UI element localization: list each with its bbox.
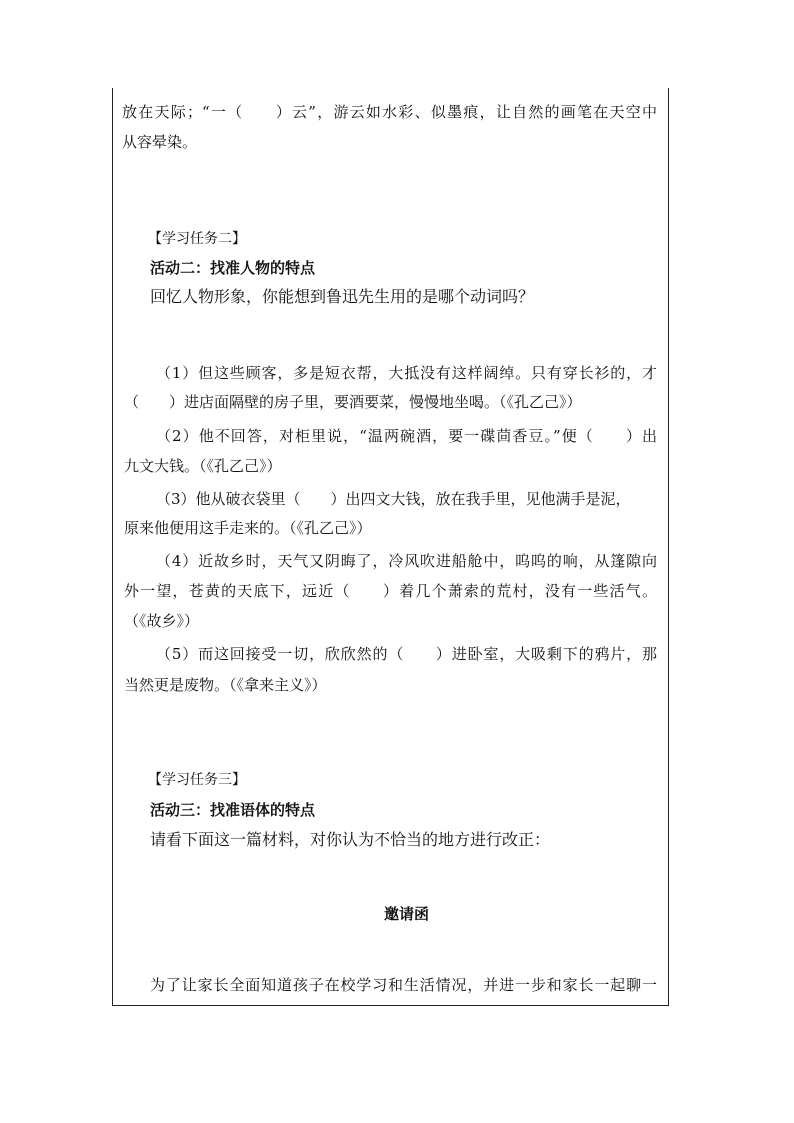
exercise-line: （1）但这些顾客，多是短衣帮，大抵没有这样阔绰。只有穿长衫的，才 <box>156 364 657 382</box>
paragraph-line: 从容晕染。 <box>122 133 198 151</box>
task-heading: 【学习任务二】 <box>148 231 246 247</box>
exercise-line: 原来他便用这手走来的。（《孔乙己》） <box>124 519 372 537</box>
letter-title: 邀请函 <box>384 905 430 923</box>
exercise-line: （4）近故乡时，天气又阴晦了，冷风吹进船舱中，呜呜的响，从篷隙向 <box>156 552 657 570</box>
task-heading: 【学习任务三】 <box>148 772 246 788</box>
exercise-line: （ ）进店面隔壁的房子里，要酒要菜，慢慢地坐喝。（《孔乙己》） <box>124 393 582 411</box>
exercise-line: （5）而这回接受一切，欣欣然的（ ）进卧室，大吸剩下的鸦片，那 <box>156 645 657 663</box>
exercise-line: 外一望，苍黄的天底下，远近（ ）着几个萧索的荒村，没有一些活气。 <box>124 582 657 600</box>
exercise-line: （2）他不回答，对柜里说，“温两碗酒，要一碟茴香豆。”便（ ）出 <box>156 427 657 445</box>
prompt-text: 请看下面这一篇材料，对你认为不恰当的地方进行改正： <box>150 830 551 849</box>
paragraph-line: 放在天际；“一（ ）云”，游云如水彩、似墨痕，让自然的画笔在天空中 <box>122 103 657 121</box>
letter-body-line: 为了让家长全面知道孩子在校学习和生活情况，并进一步和家长一起聊一 <box>150 976 657 994</box>
exercise-line: （3）他从破衣袋里（ ）出四文大钱，放在我手里，见他满手是泥， <box>156 490 631 508</box>
prompt-text: 回忆人物形象，你能想到鲁迅先生用的是哪个动词吗？ <box>150 287 535 306</box>
activity-heading: 活动二：找准人物的特点 <box>150 259 316 277</box>
activity-heading: 活动三：找准语体的特点 <box>150 801 316 819</box>
content-table-cell <box>112 88 669 1006</box>
exercise-line: 九文大钱。（《孔乙己》） <box>124 457 282 475</box>
exercise-line: 当然更是废物。（《拿来主义》） <box>124 676 327 694</box>
exercise-line: （《故乡》） <box>124 612 200 630</box>
